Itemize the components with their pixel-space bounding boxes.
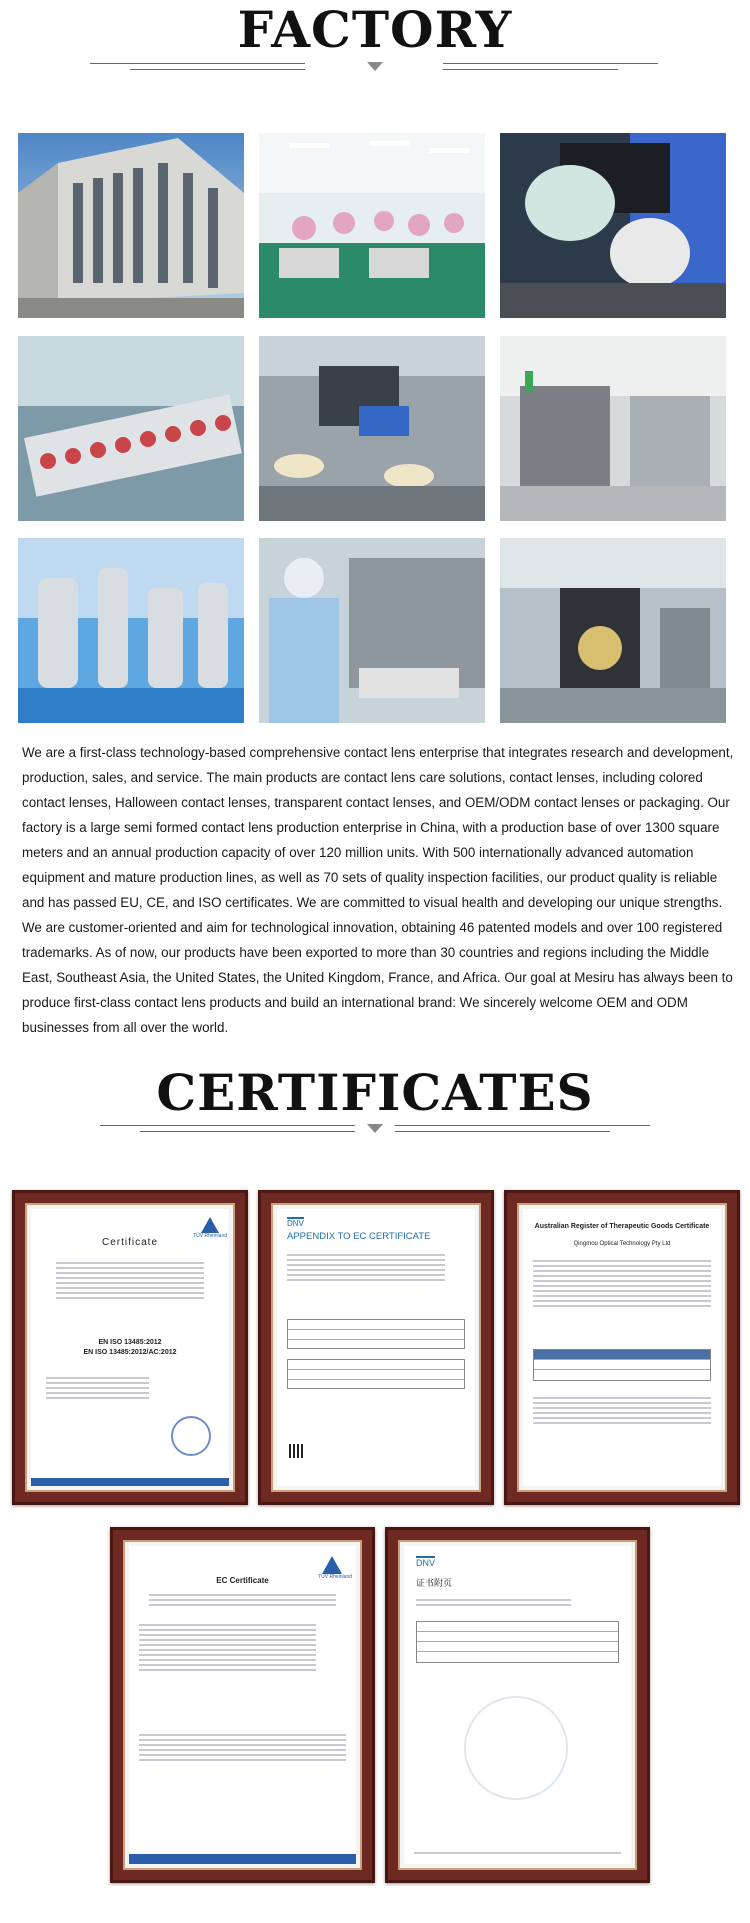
title-divider-arrow-icon [367, 62, 383, 71]
cert-logo: TÜV Rheinland [318, 1574, 352, 1580]
cert-divider-left [100, 1125, 355, 1126]
dnv-logo: DNV [416, 1558, 436, 1568]
worker-at-machine-photo [259, 538, 485, 723]
cert-divider-arrow-icon [367, 1124, 383, 1133]
cert-divider-left-2 [140, 1131, 355, 1132]
cert-heading: APPENDIX TO EC CERTIFICATE [287, 1231, 431, 1242]
cert-standard-2: EN ISO 13485:2012/AC:2012 [83, 1349, 177, 1356]
cert-heading: Australian Register of Therapeutic Goods Certificate [534, 1223, 710, 1230]
cert-heading: Certificate [101, 1237, 158, 1248]
automation-machine-photo [259, 336, 485, 521]
cert-logo: TÜV Rheinland [193, 1233, 227, 1239]
factory-title: FACTORY [237, 0, 513, 59]
stainless-tanks-photo [18, 538, 244, 723]
cert-divider-right [395, 1125, 650, 1126]
cert-heading: EC Certificate [216, 1576, 269, 1585]
lens-molds-photo [18, 336, 244, 521]
certificate-frame [12, 1190, 248, 1505]
cert-holder: Qingmou Optical Technology Pty Ltd [573, 1241, 671, 1247]
company-description: We are a first-class technology-based comprehensive contact lens enterprise that integrates research and development, production, sales, and service. The main products are contact lens care solutions, contact lenses, including colored contact lenses, Halloween contact lenses, transparent contact lenses, and OEM/ODM contact lenses or packaging. Our factory is a large semi formed contact lens production enterprise in China, with a production base of over 1300 square meters and an annual production capacity of over 120 million units. With 500 internationally advanced automation equipment and mature production lines, as well as 70 sets of quality inspection facilities, our product quality is reliable and has passed EU, CE, and ISO certificates. We are committed to visual health and developing our unique strengths. We are customer-oriented and aim for technological innovation, obtaining 46 patented models and over 100 registered trademarks. As of now, our products have been exported to more than 30 countries and regions including the Middle East, Southeast Asia, the United States, the United Kingdom, France, and Africa. Our goal at Mesiru has always been to produce first-class contact lens products and build an international brand: We sincerely welcome OEM and ODM businesses from all over the world. [22, 745, 734, 1035]
factory-building-photo [18, 133, 244, 318]
title-divider-right-2 [443, 69, 618, 70]
cleanroom-workers-photo [259, 133, 485, 318]
seal-icon [171, 1416, 211, 1456]
certificates-title: CERTIFICATES [156, 1063, 594, 1122]
title-divider-left-2 [130, 69, 305, 70]
lens-inspection-photo [500, 133, 726, 318]
dnv-logo: DNV [287, 1219, 304, 1228]
certificate-frame [504, 1190, 740, 1505]
production-line-photo [500, 336, 726, 521]
watermark-seal-icon [464, 1696, 568, 1800]
tuv-logo-icon [201, 1217, 219, 1233]
packaging-machine-photo [500, 538, 726, 723]
title-divider-right [443, 63, 658, 64]
qr-code-icon [289, 1444, 303, 1458]
tuv-logo-icon [322, 1556, 342, 1574]
title-divider-left [90, 63, 305, 64]
cert-divider-right-2 [395, 1131, 610, 1132]
certificate-frame [110, 1527, 375, 1883]
certificate-frame [258, 1190, 494, 1505]
cert-standard: EN ISO 13485:2012 [98, 1339, 162, 1346]
certificate-frame [385, 1527, 650, 1883]
cert-heading: 证书附页 [416, 1579, 453, 1589]
